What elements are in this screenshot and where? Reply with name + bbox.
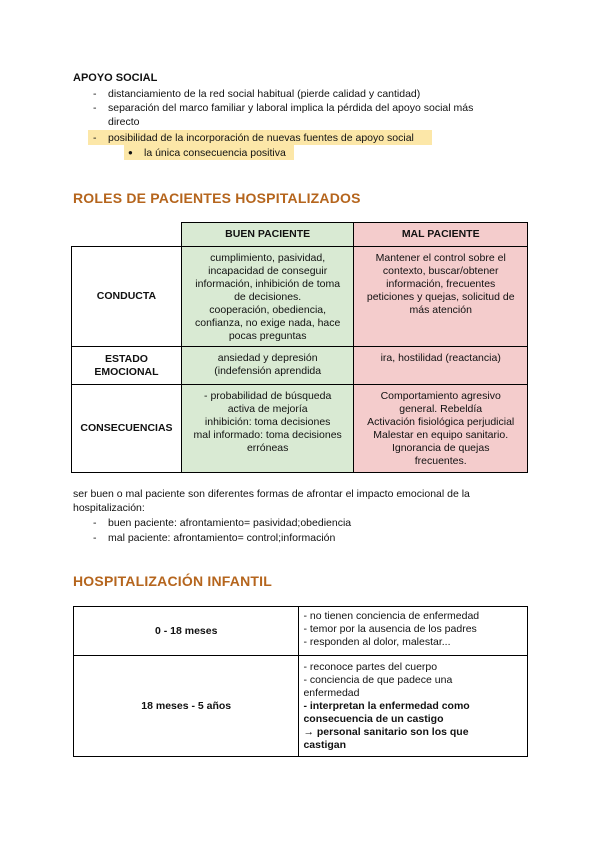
cell-line: frecuentes. (414, 455, 467, 467)
desc-line: - temor por la ausencia de los padres (303, 623, 477, 635)
cell-line: Ignorancia de quejas (391, 442, 490, 454)
row-label-line: EMOCIONAL (94, 365, 159, 378)
cell-line: ansiedad y depresión (217, 352, 318, 364)
cell-line: Mantener el control sobre el (375, 252, 506, 264)
dash-marker: - (93, 132, 97, 144)
apoyo-item-3: posibilidad de la incorporación de nuevas fuentes de apoyo social (108, 132, 414, 144)
dash-marker: - (93, 517, 97, 529)
apoyo-item-2-cont: directo (108, 116, 140, 128)
paragraph-line-2: hospitalización: (73, 502, 145, 514)
apoyo-social-heading: APOYO SOCIAL (73, 72, 158, 84)
row-label-line: ESTADO (104, 352, 148, 365)
empty-corner-cell (72, 223, 182, 247)
consecuencias-mal-cell (354, 385, 528, 473)
dash-marker: - (93, 88, 97, 100)
cell-line: erróneas (246, 442, 289, 454)
cell-line: contexto, buscar/obtener (382, 265, 499, 277)
cell-line: información, frecuentes (386, 278, 496, 290)
cell-line: ira, hostilidad (reactancia) (380, 352, 501, 364)
infantil-heading: HOSPITALIZACIÓN INFANTIL (73, 573, 272, 589)
cell-line: cumplimiento, pasividad, (210, 252, 326, 264)
cell-line: - probabilidad de búsqueda (204, 390, 332, 402)
desc-line: enfermedad (303, 687, 360, 699)
para-item-1: buen paciente: afrontamiento= pasividad;obediencia (108, 517, 352, 529)
desc-line-bold: - interpretan la enfermedad como (303, 700, 470, 712)
cell-line: Activación fisiológica perjudicial (367, 416, 515, 428)
infantil-table (73, 606, 528, 757)
dash-marker: - (93, 102, 97, 114)
cell-line: cooperación, obediencia, (209, 304, 327, 316)
desc-line: - no tienen conciencia de enfermedad (303, 610, 480, 622)
cell-line: peticiones y quejas, solicitud de (366, 291, 515, 303)
estado-mal-cell (354, 347, 528, 385)
age-cell-18-5: 18 meses - 5 años (74, 656, 299, 757)
cell-line: general. Rebeldía (399, 403, 483, 415)
conducta-buen-cell (181, 247, 354, 347)
roles-table (71, 222, 528, 473)
cell-line: inhibición: toma decisiones (204, 416, 331, 428)
para-item-2: mal paciente: afrontamiento= control;información (108, 532, 336, 544)
header-mal-paciente: MAL PACIENTE (354, 223, 528, 247)
apoyo-subitem: la única consecuencia positiva (144, 147, 286, 159)
cell-line: más atención (409, 304, 472, 316)
header-buen-paciente: BUEN PACIENTE (181, 223, 354, 247)
cell-line: incapacidad de conseguir (208, 265, 328, 277)
cell-line: mal informado: toma decisiones (193, 429, 342, 441)
paragraph-line-1: ser buen o mal paciente son diferentes formas de afrontar el impacto emocional de la (73, 488, 470, 500)
desc-line-bold: → personal sanitario son los que (303, 726, 469, 738)
row-label-estado-emocional (72, 347, 182, 385)
cell-line: Comportamiento agresivo (380, 390, 501, 402)
age-cell-0-18: 0 - 18 meses (74, 607, 299, 656)
row-label-consecuencias: CONSECUENCIAS (72, 385, 182, 473)
consecuencias-buen-cell (181, 385, 354, 473)
cell-line: Malestar en equipo sanitario. (373, 429, 509, 441)
dash-marker: - (93, 532, 97, 544)
desc-line: - responden al dolor, malestar... (303, 636, 451, 648)
bullet-dot-icon: ● (128, 148, 133, 157)
estado-buen-cell (181, 347, 354, 385)
apoyo-item-1: distanciamiento de la red social habitual (pierde calidad y cantidad) (108, 88, 421, 100)
cell-line: activa de mejoría (227, 403, 308, 415)
conducta-mal-cell (354, 247, 528, 347)
desc-line-bold: castigan (303, 739, 347, 751)
desc-cell-0-18 (299, 607, 528, 656)
desc-line: - reconoce partes del cuerpo (303, 661, 438, 673)
cell-line: de decisiones. (234, 291, 302, 303)
desc-line-bold: consecuencia de un castigo (303, 713, 444, 725)
row-label-conducta: CONDUCTA (72, 247, 182, 347)
cell-line: confianza, no exige nada, hace (194, 317, 341, 329)
roles-heading: ROLES DE PACIENTES HOSPITALIZADOS (73, 190, 361, 206)
desc-line: - conciencia de que padece una (303, 674, 453, 686)
cell-line: (indefensión aprendida (214, 365, 322, 377)
cell-line: pocas preguntas (228, 330, 307, 342)
apoyo-item-2: separación del marco familiar y laboral implica la pérdida del apoyo social más (108, 102, 474, 114)
cell-line: información, inhibición de toma (195, 278, 341, 290)
desc-cell-18-5 (299, 656, 528, 757)
